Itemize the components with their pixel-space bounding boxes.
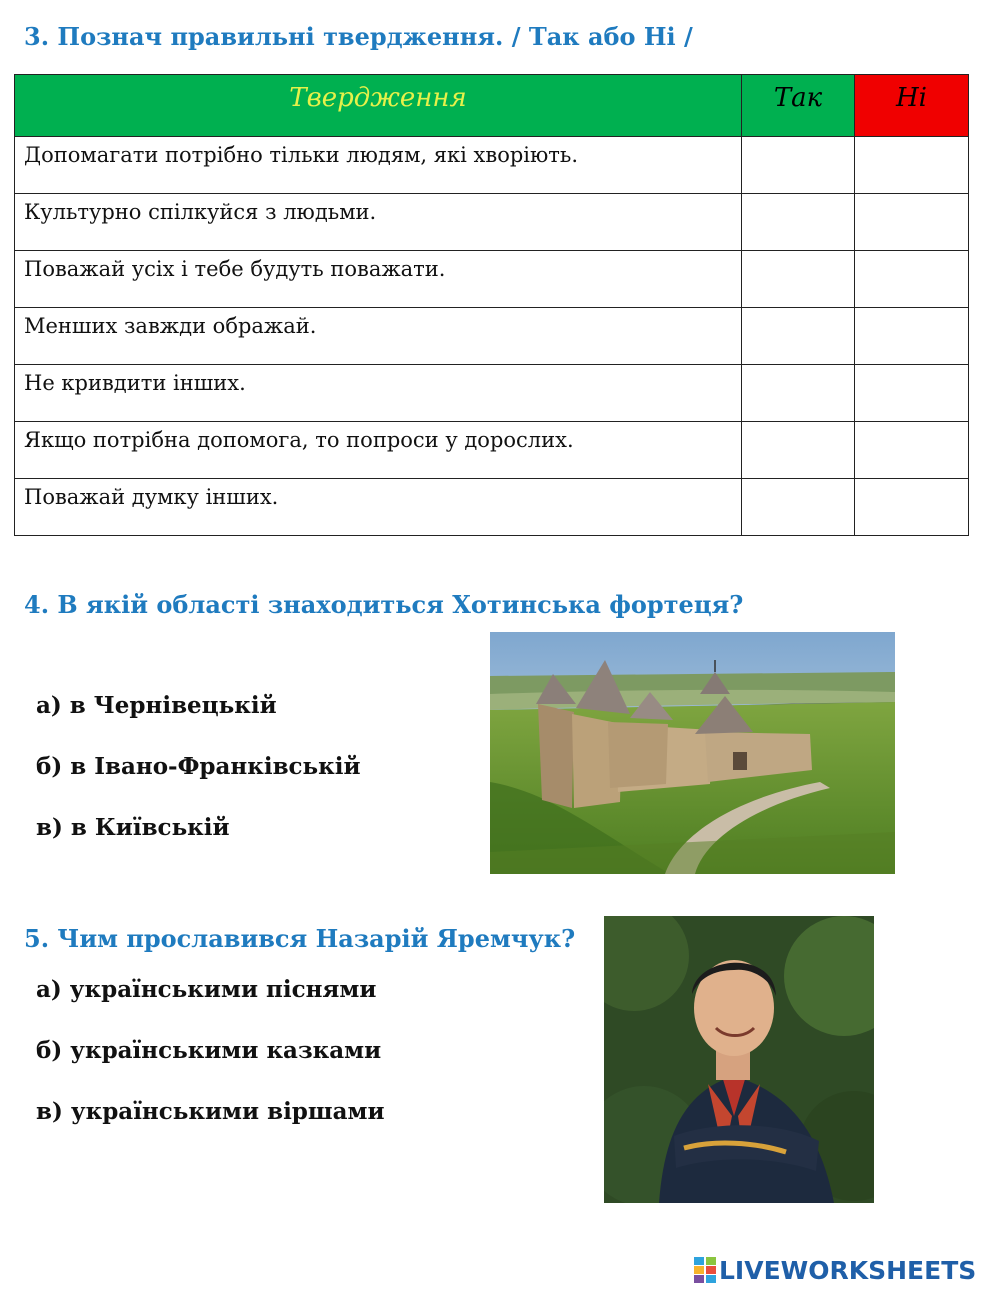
answer-cell-yes[interactable] <box>742 251 855 308</box>
column-header-no: Ні <box>855 75 969 137</box>
answer-cell-yes[interactable] <box>742 308 855 365</box>
option-c[interactable]: в) в Київській <box>36 814 230 841</box>
statement-text: Якщо потрібна допомога, то попроси у дорослих. <box>15 422 742 479</box>
liveworksheets-logo <box>694 1254 976 1286</box>
answer-cell-yes[interactable] <box>742 422 855 479</box>
answer-cell-no[interactable] <box>855 194 969 251</box>
khotyn-fortress-photo <box>490 632 895 874</box>
answer-cell-no[interactable] <box>855 479 969 536</box>
question-4-options <box>36 692 361 875</box>
nazariy-yaremchuk-portrait <box>604 916 874 1203</box>
question-3-heading: 3. Познач правильні твердження. / Так або Ні / <box>24 22 693 51</box>
statement-text: Допомагати потрібно тільки людям, які хворіють. <box>15 137 742 194</box>
option-b[interactable]: б) в Івано-Франківській <box>36 753 361 780</box>
statements-table <box>14 74 969 536</box>
column-header-yes: Так <box>742 75 855 137</box>
answer-cell-no[interactable] <box>855 422 969 479</box>
table-row <box>15 137 969 194</box>
column-header-statement: Твердження <box>15 75 742 137</box>
table-row <box>15 365 969 422</box>
table-header-row <box>15 75 969 137</box>
question-5-heading: 5. Чим прославився Назарій Яремчук? <box>24 924 576 953</box>
statement-text: Менших завжди ображай. <box>15 308 742 365</box>
statement-text: Поважай усіх і тебе будуть поважати. <box>15 251 742 308</box>
answer-cell-no[interactable] <box>855 308 969 365</box>
answer-cell-yes[interactable] <box>742 137 855 194</box>
answer-cell-no[interactable] <box>855 137 969 194</box>
answer-cell-yes[interactable] <box>742 365 855 422</box>
option-a[interactable]: а) українськими піснями <box>36 976 377 1003</box>
answer-cell-no[interactable] <box>855 251 969 308</box>
option-a[interactable]: а) в Чернівецькій <box>36 692 277 719</box>
statement-text: Не кривдити інших. <box>15 365 742 422</box>
statement-text: Поважай думку інших. <box>15 479 742 536</box>
question-4-heading: 4. В якій області знаходиться Хотинська фортеця? <box>24 590 744 619</box>
table-row <box>15 194 969 251</box>
option-b[interactable]: б) українськими казками <box>36 1037 382 1064</box>
liveworksheets-logo-icon <box>694 1257 716 1283</box>
question-5-options <box>36 976 385 1159</box>
table-row <box>15 308 969 365</box>
table-row <box>15 422 969 479</box>
answer-cell-yes[interactable] <box>742 479 855 536</box>
answer-cell-yes[interactable] <box>742 194 855 251</box>
answer-cell-no[interactable] <box>855 365 969 422</box>
liveworksheets-logo-text: LIVEWORKSHEETS <box>719 1255 977 1285</box>
table-row <box>15 251 969 308</box>
table-row <box>15 479 969 536</box>
option-c[interactable]: в) українськими віршами <box>36 1098 385 1125</box>
statement-text: Культурно спілкуйся з людьми. <box>15 194 742 251</box>
